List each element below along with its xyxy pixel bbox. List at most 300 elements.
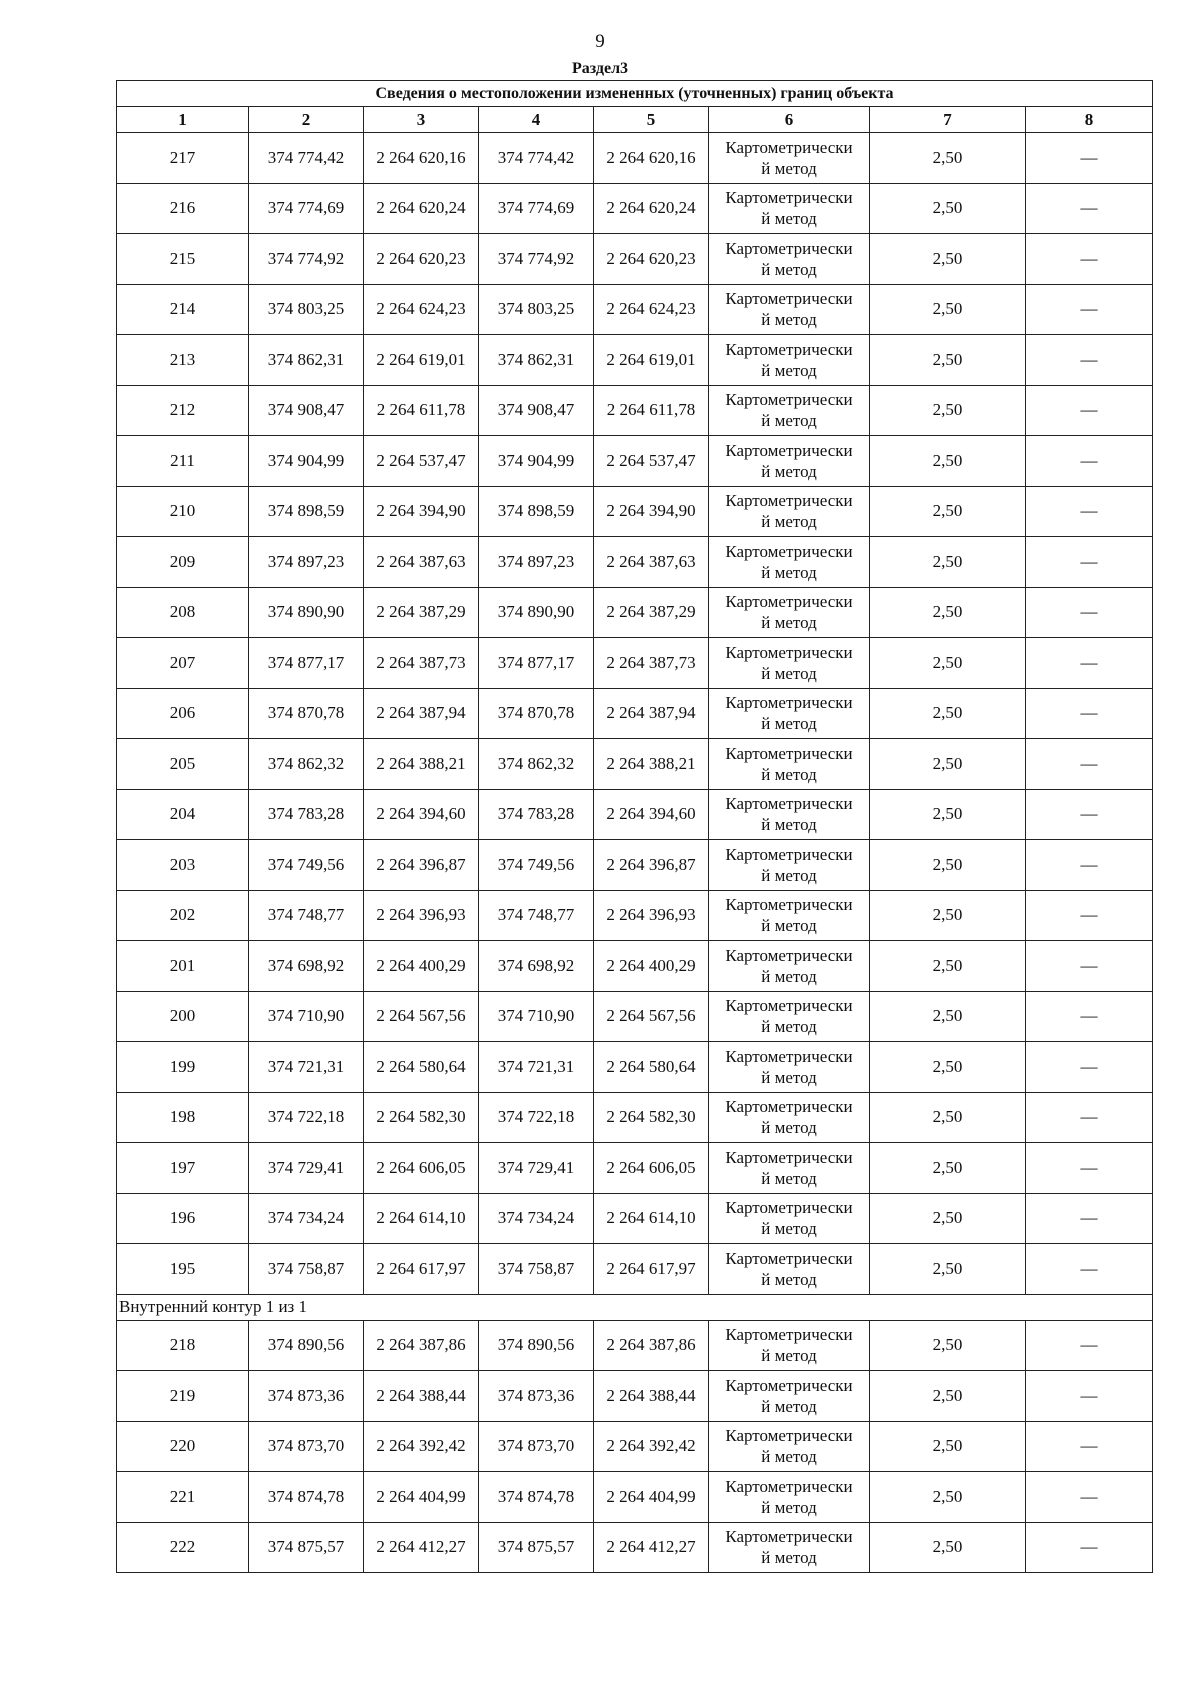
x-coordinate-cell: 374 749,56 [249, 840, 364, 891]
x-coordinate-cell: 374 774,92 [479, 234, 594, 285]
x-coordinate-cell: 374 774,42 [479, 133, 594, 184]
method-text-line: й метод [761, 310, 817, 330]
method-text-line: Картометрически [725, 339, 853, 359]
method-text-line: й метод [761, 663, 817, 683]
description-cell: — [1026, 739, 1153, 790]
y-coordinate-cell: 2 264 387,63 [364, 537, 479, 588]
x-coordinate-cell: 374 774,69 [479, 183, 594, 234]
x-coordinate-cell: 374 721,31 [249, 1042, 364, 1093]
table-row [117, 1472, 1153, 1523]
y-coordinate-cell: 2 264 404,99 [594, 1472, 709, 1523]
x-coordinate-cell: 374 729,41 [249, 1143, 364, 1194]
y-coordinate-cell: 2 264 567,56 [364, 991, 479, 1042]
description-cell: — [1026, 1522, 1153, 1573]
method-text-line: Картометрически [725, 188, 853, 208]
method-text-line: Картометрически [725, 945, 853, 965]
column-numbers-row [117, 107, 1153, 133]
column-number: 6 [709, 107, 870, 133]
x-coordinate-cell: 374 873,36 [249, 1371, 364, 1422]
x-coordinate-cell: 374 862,32 [479, 739, 594, 790]
x-coordinate-cell: 374 875,57 [249, 1522, 364, 1573]
accuracy-cell: 2,50 [870, 436, 1026, 487]
method-text-line: й метод [761, 1118, 817, 1138]
y-coordinate-cell: 2 264 400,29 [364, 941, 479, 992]
point-number-cell: 221 [117, 1472, 249, 1523]
table-row [117, 1042, 1153, 1093]
method-cell [709, 1421, 870, 1472]
y-coordinate-cell: 2 264 396,87 [594, 840, 709, 891]
method-text-line: й метод [761, 360, 817, 380]
y-coordinate-cell: 2 264 620,16 [364, 133, 479, 184]
x-coordinate-cell: 374 710,90 [249, 991, 364, 1042]
accuracy-cell: 2,50 [870, 385, 1026, 436]
point-number-cell: 215 [117, 234, 249, 285]
method-cell [709, 1092, 870, 1143]
method-cell [709, 335, 870, 386]
y-coordinate-cell: 2 264 412,27 [364, 1522, 479, 1573]
method-text-line: й метод [761, 613, 817, 633]
description-cell: — [1026, 941, 1153, 992]
accuracy-cell: 2,50 [870, 1522, 1026, 1573]
method-text-line: Картометрически [725, 794, 853, 814]
accuracy-cell: 2,50 [870, 840, 1026, 891]
y-coordinate-cell: 2 264 614,10 [594, 1193, 709, 1244]
x-coordinate-cell: 374 783,28 [249, 789, 364, 840]
x-coordinate-cell: 374 758,87 [249, 1244, 364, 1295]
table-row [117, 1371, 1153, 1422]
column-number: 7 [870, 107, 1026, 133]
table-row [117, 133, 1153, 184]
y-coordinate-cell: 2 264 582,30 [364, 1092, 479, 1143]
y-coordinate-cell: 2 264 404,99 [364, 1472, 479, 1523]
accuracy-cell: 2,50 [870, 1092, 1026, 1143]
point-number-cell: 220 [117, 1421, 249, 1472]
y-coordinate-cell: 2 264 387,86 [364, 1320, 479, 1371]
x-coordinate-cell: 374 803,25 [249, 284, 364, 335]
method-text-line: й метод [761, 1219, 817, 1239]
x-coordinate-cell: 374 890,90 [479, 587, 594, 638]
description-cell: — [1026, 183, 1153, 234]
method-text-line: й метод [761, 461, 817, 481]
point-number-cell: 208 [117, 587, 249, 638]
method-text-line: й метод [761, 815, 817, 835]
y-coordinate-cell: 2 264 396,87 [364, 840, 479, 891]
x-coordinate-cell: 374 862,31 [479, 335, 594, 386]
method-text-line: Картометрически [725, 1147, 853, 1167]
method-text-line: й метод [761, 1548, 817, 1568]
point-number-cell: 198 [117, 1092, 249, 1143]
column-number: 3 [364, 107, 479, 133]
y-coordinate-cell: 2 264 412,27 [594, 1522, 709, 1573]
table-row [117, 1320, 1153, 1371]
method-cell [709, 537, 870, 588]
point-number-cell: 216 [117, 183, 249, 234]
method-text-line: Картометрически [725, 1527, 853, 1547]
description-cell: — [1026, 284, 1153, 335]
accuracy-cell: 2,50 [870, 739, 1026, 790]
column-number: 8 [1026, 107, 1153, 133]
y-coordinate-cell: 2 264 387,29 [594, 587, 709, 638]
point-number-cell: 199 [117, 1042, 249, 1093]
y-coordinate-cell: 2 264 537,47 [594, 436, 709, 487]
point-number-cell: 213 [117, 335, 249, 386]
accuracy-cell: 2,50 [870, 1320, 1026, 1371]
method-text-line: й метод [761, 966, 817, 986]
point-number-cell: 210 [117, 486, 249, 537]
method-text-line: й метод [761, 1269, 817, 1289]
table-row [117, 436, 1153, 487]
y-coordinate-cell: 2 264 387,63 [594, 537, 709, 588]
method-text-line: й метод [761, 1168, 817, 1188]
table-row [117, 1244, 1153, 1295]
x-coordinate-cell: 374 734,24 [479, 1193, 594, 1244]
method-text-line: Картометрически [725, 1198, 853, 1218]
method-text-line: й метод [761, 512, 817, 532]
y-coordinate-cell: 2 264 394,90 [364, 486, 479, 537]
x-coordinate-cell: 374 908,47 [249, 385, 364, 436]
table-row [117, 789, 1153, 840]
y-coordinate-cell: 2 264 617,97 [594, 1244, 709, 1295]
description-cell: — [1026, 840, 1153, 891]
method-text-line: й метод [761, 1067, 817, 1087]
x-coordinate-cell: 374 721,31 [479, 1042, 594, 1093]
method-cell [709, 638, 870, 689]
accuracy-cell: 2,50 [870, 486, 1026, 537]
description-cell: — [1026, 1320, 1153, 1371]
x-coordinate-cell: 374 734,24 [249, 1193, 364, 1244]
y-coordinate-cell: 2 264 624,23 [594, 284, 709, 335]
column-number: 1 [117, 107, 249, 133]
y-coordinate-cell: 2 264 624,23 [364, 284, 479, 335]
y-coordinate-cell: 2 264 387,94 [594, 688, 709, 739]
method-text-line: Картометрически [725, 1426, 853, 1446]
method-cell [709, 385, 870, 436]
method-cell [709, 1522, 870, 1573]
x-coordinate-cell: 374 877,17 [249, 638, 364, 689]
point-number-cell: 219 [117, 1371, 249, 1422]
point-number-cell: 205 [117, 739, 249, 790]
table-caption: Сведения о местоположении измененных (уточненных) границ объекта [117, 81, 1153, 107]
description-cell: — [1026, 1371, 1153, 1422]
method-cell [709, 587, 870, 638]
point-number-cell: 217 [117, 133, 249, 184]
description-cell: — [1026, 335, 1153, 386]
accuracy-cell: 2,50 [870, 335, 1026, 386]
x-coordinate-cell: 374 890,90 [249, 587, 364, 638]
table-row [117, 284, 1153, 335]
x-coordinate-cell: 374 774,42 [249, 133, 364, 184]
table-row [117, 890, 1153, 941]
x-coordinate-cell: 374 698,92 [249, 941, 364, 992]
accuracy-cell: 2,50 [870, 1244, 1026, 1295]
y-coordinate-cell: 2 264 387,86 [594, 1320, 709, 1371]
x-coordinate-cell: 374 749,56 [479, 840, 594, 891]
y-coordinate-cell: 2 264 396,93 [364, 890, 479, 941]
y-coordinate-cell: 2 264 620,23 [594, 234, 709, 285]
method-text-line: й метод [761, 865, 817, 885]
column-number: 2 [249, 107, 364, 133]
accuracy-cell: 2,50 [870, 991, 1026, 1042]
x-coordinate-cell: 374 875,57 [479, 1522, 594, 1573]
x-coordinate-cell: 374 874,78 [249, 1472, 364, 1523]
method-cell [709, 284, 870, 335]
x-coordinate-cell: 374 748,77 [479, 890, 594, 941]
column-number: 5 [594, 107, 709, 133]
method-text-line: Картометрически [725, 844, 853, 864]
table-row [117, 183, 1153, 234]
description-cell: — [1026, 133, 1153, 184]
x-coordinate-cell: 374 803,25 [479, 284, 594, 335]
method-text-line: й метод [761, 1396, 817, 1416]
accuracy-cell: 2,50 [870, 133, 1026, 184]
method-text-line: Картометрически [725, 1325, 853, 1345]
accuracy-cell: 2,50 [870, 638, 1026, 689]
x-coordinate-cell: 374 897,23 [479, 537, 594, 588]
accuracy-cell: 2,50 [870, 284, 1026, 335]
method-cell [709, 739, 870, 790]
table-row [117, 941, 1153, 992]
y-coordinate-cell: 2 264 620,16 [594, 133, 709, 184]
method-text-line: Картометрически [725, 592, 853, 612]
method-cell [709, 1244, 870, 1295]
x-coordinate-cell: 374 904,99 [479, 436, 594, 487]
y-coordinate-cell: 2 264 567,56 [594, 991, 709, 1042]
method-text-line: Картометрически [725, 137, 853, 157]
method-text-line: Картометрически [725, 1248, 853, 1268]
y-coordinate-cell: 2 264 400,29 [594, 941, 709, 992]
y-coordinate-cell: 2 264 388,44 [364, 1371, 479, 1422]
method-cell [709, 840, 870, 891]
method-text-line: Картометрически [725, 491, 853, 511]
y-coordinate-cell: 2 264 396,93 [594, 890, 709, 941]
y-coordinate-cell: 2 264 611,78 [364, 385, 479, 436]
description-cell: — [1026, 1472, 1153, 1523]
accuracy-cell: 2,50 [870, 1421, 1026, 1472]
x-coordinate-cell: 374 904,99 [249, 436, 364, 487]
x-coordinate-cell: 374 783,28 [479, 789, 594, 840]
description-cell: — [1026, 486, 1153, 537]
x-coordinate-cell: 374 890,56 [479, 1320, 594, 1371]
method-text-line: Картометрически [725, 1375, 853, 1395]
inner-contour-header [117, 1294, 1153, 1320]
method-text-line: Картометрически [725, 895, 853, 915]
accuracy-cell: 2,50 [870, 537, 1026, 588]
x-coordinate-cell: 374 758,87 [479, 1244, 594, 1295]
table-row [117, 234, 1153, 285]
x-coordinate-cell: 374 870,78 [479, 688, 594, 739]
accuracy-cell: 2,50 [870, 234, 1026, 285]
method-text-line: Картометрически [725, 541, 853, 561]
y-coordinate-cell: 2 264 387,73 [364, 638, 479, 689]
table-row [117, 688, 1153, 739]
x-coordinate-cell: 374 874,78 [479, 1472, 594, 1523]
point-number-cell: 209 [117, 537, 249, 588]
table-row [117, 1522, 1153, 1573]
method-text-line: Картометрически [725, 289, 853, 309]
y-coordinate-cell: 2 264 537,47 [364, 436, 479, 487]
table-row [117, 335, 1153, 386]
y-coordinate-cell: 2 264 394,60 [364, 789, 479, 840]
inner-contour-rows [117, 1320, 1153, 1573]
method-cell [709, 183, 870, 234]
method-cell [709, 1371, 870, 1422]
point-number-cell: 197 [117, 1143, 249, 1194]
method-text-line: й метод [761, 209, 817, 229]
method-cell [709, 436, 870, 487]
accuracy-cell: 2,50 [870, 1193, 1026, 1244]
table-row [117, 840, 1153, 891]
x-coordinate-cell: 374 898,59 [249, 486, 364, 537]
accuracy-cell: 2,50 [870, 890, 1026, 941]
table-row [117, 638, 1153, 689]
description-cell: — [1026, 436, 1153, 487]
y-coordinate-cell: 2 264 619,01 [594, 335, 709, 386]
section-title: Раздел3 [571, 60, 629, 77]
method-cell [709, 941, 870, 992]
accuracy-cell: 2,50 [870, 183, 1026, 234]
method-cell [709, 1472, 870, 1523]
y-coordinate-cell: 2 264 394,60 [594, 789, 709, 840]
method-cell [709, 1320, 870, 1371]
description-cell: — [1026, 1143, 1153, 1194]
description-cell: — [1026, 1244, 1153, 1295]
point-number-cell: 218 [117, 1320, 249, 1371]
page-number: 9 [595, 31, 605, 52]
x-coordinate-cell: 374 897,23 [249, 537, 364, 588]
method-cell [709, 1193, 870, 1244]
point-number-cell: 207 [117, 638, 249, 689]
y-coordinate-cell: 2 264 619,01 [364, 335, 479, 386]
method-text-line: й метод [761, 1447, 817, 1467]
description-cell: — [1026, 537, 1153, 588]
description-cell: — [1026, 234, 1153, 285]
x-coordinate-cell: 374 877,17 [479, 638, 594, 689]
point-number-cell: 204 [117, 789, 249, 840]
x-coordinate-cell: 374 873,70 [249, 1421, 364, 1472]
x-coordinate-cell: 374 748,77 [249, 890, 364, 941]
description-cell: — [1026, 587, 1153, 638]
y-coordinate-cell: 2 264 392,42 [594, 1421, 709, 1472]
point-number-cell: 206 [117, 688, 249, 739]
description-cell: — [1026, 1421, 1153, 1472]
point-number-cell: 211 [117, 436, 249, 487]
method-text-line: Картометрически [725, 390, 853, 410]
method-cell [709, 890, 870, 941]
x-coordinate-cell: 374 870,78 [249, 688, 364, 739]
method-cell [709, 133, 870, 184]
table-row [117, 587, 1153, 638]
boundary-coordinates-table [116, 80, 1153, 1573]
method-text-line: й метод [761, 1497, 817, 1517]
description-cell: — [1026, 638, 1153, 689]
accuracy-cell: 2,50 [870, 1472, 1026, 1523]
point-number-cell: 201 [117, 941, 249, 992]
method-text-line: Картометрически [725, 1476, 853, 1496]
method-cell [709, 991, 870, 1042]
accuracy-cell: 2,50 [870, 941, 1026, 992]
table-row [117, 1143, 1153, 1194]
method-text-line: й метод [761, 158, 817, 178]
y-coordinate-cell: 2 264 580,64 [594, 1042, 709, 1093]
y-coordinate-cell: 2 264 394,90 [594, 486, 709, 537]
description-cell: — [1026, 991, 1153, 1042]
y-coordinate-cell: 2 264 388,21 [594, 739, 709, 790]
description-cell: — [1026, 1193, 1153, 1244]
outer-contour-rows [117, 133, 1153, 1295]
table-row [117, 1193, 1153, 1244]
y-coordinate-cell: 2 264 387,94 [364, 688, 479, 739]
method-text-line: й метод [761, 1346, 817, 1366]
method-text-line: Картометрически [725, 238, 853, 258]
description-cell: — [1026, 890, 1153, 941]
table-row [117, 385, 1153, 436]
description-cell: — [1026, 1092, 1153, 1143]
point-number-cell: 214 [117, 284, 249, 335]
method-cell [709, 688, 870, 739]
table-row [117, 739, 1153, 790]
method-text-line: Картометрически [725, 1046, 853, 1066]
x-coordinate-cell: 374 890,56 [249, 1320, 364, 1371]
x-coordinate-cell: 374 722,18 [479, 1092, 594, 1143]
column-number: 4 [479, 107, 594, 133]
y-coordinate-cell: 2 264 620,23 [364, 234, 479, 285]
point-number-cell: 212 [117, 385, 249, 436]
point-number-cell: 202 [117, 890, 249, 941]
description-cell: — [1026, 1042, 1153, 1093]
method-cell [709, 789, 870, 840]
table-row [117, 1092, 1153, 1143]
method-text-line: й метод [761, 1017, 817, 1037]
method-text-line: й метод [761, 764, 817, 784]
point-number-cell: 195 [117, 1244, 249, 1295]
y-coordinate-cell: 2 264 614,10 [364, 1193, 479, 1244]
method-cell [709, 1143, 870, 1194]
method-text-line: й метод [761, 714, 817, 734]
x-coordinate-cell: 374 710,90 [479, 991, 594, 1042]
method-cell [709, 486, 870, 537]
y-coordinate-cell: 2 264 580,64 [364, 1042, 479, 1093]
method-text-line: Картометрически [725, 1097, 853, 1117]
point-number-cell: 222 [117, 1522, 249, 1573]
y-coordinate-cell: 2 264 617,97 [364, 1244, 479, 1295]
x-coordinate-cell: 374 774,92 [249, 234, 364, 285]
x-coordinate-cell: 374 908,47 [479, 385, 594, 436]
accuracy-cell: 2,50 [870, 1371, 1026, 1422]
x-coordinate-cell: 374 698,92 [479, 941, 594, 992]
method-text-line: й метод [761, 916, 817, 936]
x-coordinate-cell: 374 729,41 [479, 1143, 594, 1194]
method-text-line: й метод [761, 259, 817, 279]
accuracy-cell: 2,50 [870, 587, 1026, 638]
x-coordinate-cell: 374 862,32 [249, 739, 364, 790]
point-number-cell: 203 [117, 840, 249, 891]
accuracy-cell: 2,50 [870, 688, 1026, 739]
method-text-line: Картометрически [725, 440, 853, 460]
description-cell: — [1026, 688, 1153, 739]
y-coordinate-cell: 2 264 611,78 [594, 385, 709, 436]
point-number-cell: 200 [117, 991, 249, 1042]
point-number-cell: 196 [117, 1193, 249, 1244]
y-coordinate-cell: 2 264 387,29 [364, 587, 479, 638]
x-coordinate-cell: 374 873,70 [479, 1421, 594, 1472]
x-coordinate-cell: 374 862,31 [249, 335, 364, 386]
description-cell: — [1026, 789, 1153, 840]
table-row [117, 537, 1153, 588]
accuracy-cell: 2,50 [870, 1042, 1026, 1093]
x-coordinate-cell: 374 873,36 [479, 1371, 594, 1422]
method-text-line: Картометрически [725, 996, 853, 1016]
method-cell [709, 1042, 870, 1093]
